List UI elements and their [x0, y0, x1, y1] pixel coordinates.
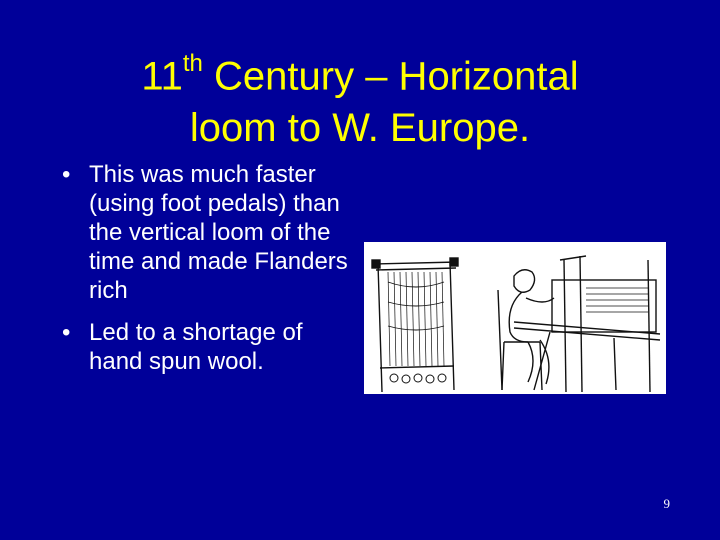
loom-illustration-icon [364, 242, 666, 394]
title-superscript: th [182, 50, 203, 77]
page-number: 9 [663, 496, 670, 511]
title-prefix: 11 [141, 54, 183, 99]
bullet-text: Led to a shortage of hand spun wool. [89, 319, 303, 375]
title-line1-rest: Century – Horizontal [202, 54, 579, 99]
loom-illustration [364, 242, 666, 394]
slide-title [0, 42, 720, 154]
bullet-marker: • [62, 319, 71, 346]
bullet-list [62, 160, 352, 389]
bullet-text: This was much faster (using foot pedals) than the vertical loom of the time and made Flanders rich [89, 161, 348, 304]
bullet-item [62, 160, 352, 305]
bullet-item [62, 318, 352, 376]
bullet-marker: • [62, 161, 71, 188]
title-line2: loom to W. Europe. [189, 106, 531, 151]
